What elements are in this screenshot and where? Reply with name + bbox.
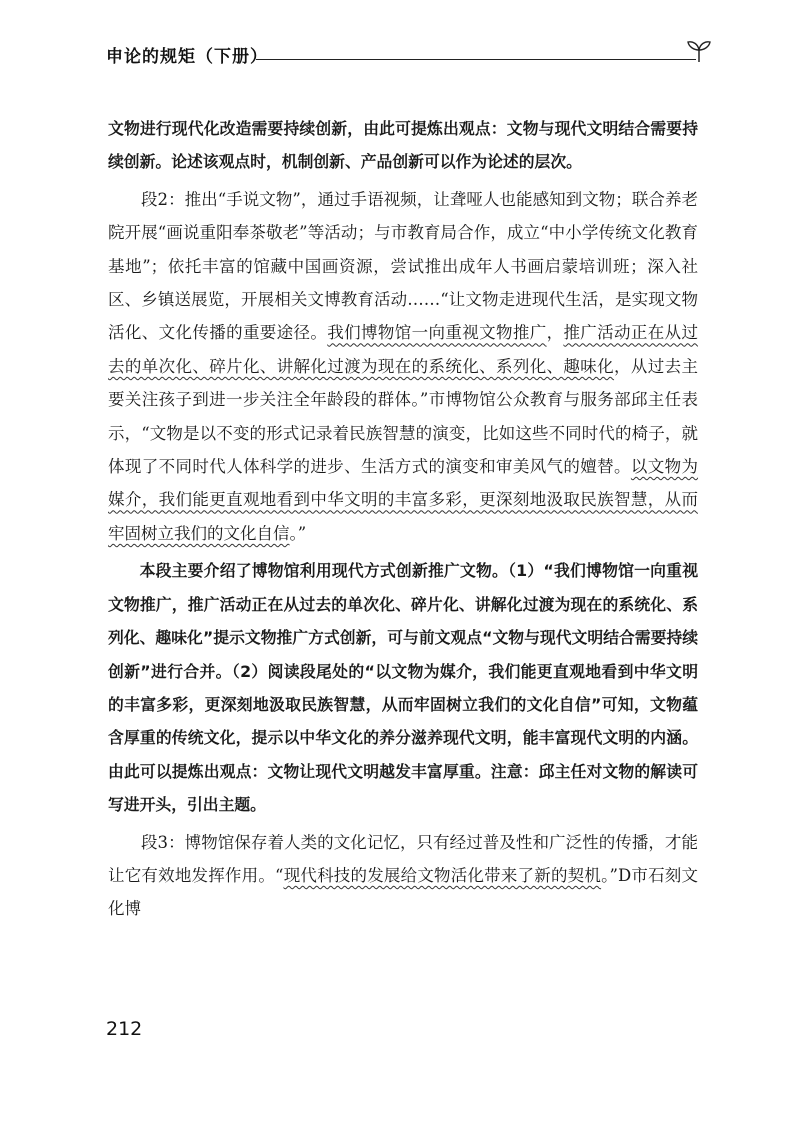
header-title: 申论的规矩（下册）	[106, 47, 268, 67]
paragraph-source-3	[108, 826, 698, 926]
wavy-underlined-text: 推广活动正在从过去的单次化、碎片化、讲解化过渡为现在的系统化、系列化、趣味化	[108, 323, 699, 376]
text-run: 文物进行现代化改造需要持续创新，由此可提炼出观点：文物与现代文明结合需要持续创新。论述该观点时，机制创新、产品创新可以作为论述的层次。	[108, 119, 698, 172]
page-number: 212	[106, 1018, 143, 1040]
text-run: 段2：推出“手说文物”，通过手语视频，让聋哑人也能感知到文物；联合养老院开展“画说重阳奉茶敬老”等活动；与市教育局合作，成立“中小学传统文化教育基地”；依托丰富的馆藏中国画资源，尝试推出成年人书画启蒙培训班；深入社区、乡镇送展览，开展相关文博教育活动……“让文物走进现代生活，是实现文物活化、文化传播的重要途径。	[108, 189, 698, 343]
wavy-underlined-text: 现代科技的发展给文物活化带来了新的契机	[283, 865, 602, 885]
wavy-underlined-text: 以文物为媒介，我们能更直观地看到中华文明的丰富多彩，更深刻地汲取民族智慧，从而牢固树立我们的文化自信	[108, 457, 699, 543]
text-run: 。”D市石刻文化博	[108, 865, 699, 919]
sprout-icon	[686, 38, 712, 64]
header-rule	[256, 59, 696, 60]
paragraph-source-2	[108, 183, 698, 550]
text-run: ，	[546, 323, 564, 343]
text-run: 。”	[289, 523, 307, 543]
text-run: 本段主要介绍了博物馆利用现代方式创新推广文物。（1）“我们博物馆一向重视文物推广，推广活动正在从过去的单次化、碎片化、讲解化过渡为现在的系统化、系列化、趣味化”提示文物推广方式创新，可与前文观点“文物与现代文明结合需要持续创新”进行合并。（2）阅读段尾处的“以文物为媒介，我们能更直观地看到中华文明的丰富多彩，更深刻地汲取民族智慧，从而牢固树立我们的文化自信”可知，文物蕴含厚重的传统文化，提示以中华文化的养分滋养现代文明，能丰富现代文明的内涵。由此可以提炼出观点：文物让现代文明越发丰富厚重。注意：邱主任对文物的解读可写进开头，引出主题。	[108, 561, 698, 815]
running-header	[106, 38, 706, 78]
paragraph-analysis	[108, 554, 698, 821]
paragraph-continuation	[108, 112, 698, 179]
text-run: ，从过去主要关注孩子到进一步关注全年龄段的群体。”市博物馆公众教育与服务部邱主任表示，“文物是以不变的形式记录着民族智慧的演变，比如这些不同时代的椅子，就体现了不同时代人体科学的进步、生活方式的演变和审美风气的嬗替。	[108, 356, 699, 477]
wavy-underlined-text: 我们博物馆一向重视文物推广	[327, 323, 547, 343]
page-body	[108, 112, 698, 930]
text-run: 段3：博物馆保存着人类的文化记忆，只有经过普及性和广泛性的传播，才能让它有效地发挥作用。“	[108, 832, 698, 885]
